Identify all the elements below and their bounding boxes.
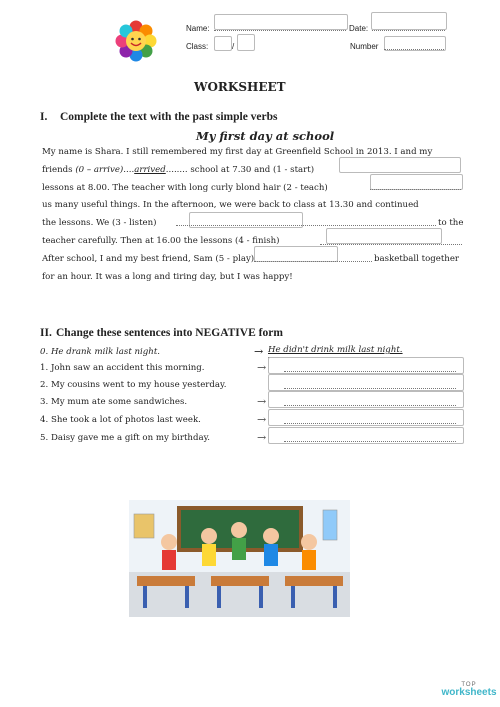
story-text: friends: [42, 165, 73, 175]
brand-name: worksheets: [441, 687, 497, 698]
story-line-7: [42, 251, 254, 267]
item-number: 3.: [40, 397, 49, 407]
date-label: Date:: [349, 24, 369, 33]
brand-top: TOP: [461, 682, 477, 688]
section2-heading: Change these sentences into NEGATIVE form: [56, 327, 283, 339]
blank-dots: ....: [123, 165, 135, 175]
answer-line: [284, 362, 456, 372]
story-text: After school, I and my best friend, Sam (5 - play): [42, 254, 255, 264]
story-text-to-the: to the: [438, 218, 464, 228]
item-text: My mum ate some sandwiches.: [50, 397, 188, 407]
example-negative-answer: He didn't drink milk last night.: [268, 345, 403, 355]
arrow-icon: →: [257, 431, 267, 444]
arrow-icon: →: [257, 395, 267, 408]
blank-4-line: [320, 235, 462, 245]
name-label: Name:: [186, 24, 210, 33]
item-text: Daisy gave me a gift on my birthday.: [50, 433, 211, 443]
example-sentence: [40, 347, 160, 357]
item-text: She took a lot of photos last week.: [50, 415, 201, 425]
answer-line: [284, 414, 456, 424]
arrow-icon: →: [257, 413, 267, 426]
story-line-1: My name is Shara. I still remembered my first day at Greenfield School in 2013. I and my: [42, 147, 433, 157]
example-answer: arrived: [134, 165, 166, 175]
story-text: the lessons. We (3 - listen): [42, 218, 157, 228]
story-line-8: for an hour. It was a long and tiring day, but I was happy!: [42, 272, 293, 282]
negative-item-1: [40, 363, 205, 373]
number-label: Number: [350, 42, 379, 51]
class-label: Class:: [186, 42, 209, 51]
class-field-2[interactable]: [237, 34, 255, 51]
blank-5-line: [254, 252, 372, 262]
section2-number: II.: [40, 327, 52, 339]
item-text: He drank milk last night.: [50, 347, 161, 357]
item-text: My cousins went to my house yesterday.: [50, 380, 227, 390]
classroom-illustration: [129, 500, 350, 617]
arrow-icon: →: [257, 361, 267, 374]
item-number: 0.: [40, 347, 49, 357]
brand-logo: [440, 682, 498, 698]
class-separator: /: [232, 42, 235, 51]
item-number: 2.: [40, 380, 49, 390]
story-title: My first day at school: [196, 129, 335, 143]
answer-line: [284, 432, 456, 442]
blank-2-line: [370, 180, 461, 190]
story-line-4: us many useful things. In the afternoon, we were back to class at 13.30 and continued: [42, 200, 419, 210]
story-verb-hint: (0 – arrive): [75, 165, 124, 175]
story-text: lessons at 8.00. The teacher with long curly blond hair (2 - teach): [42, 183, 328, 193]
item-number: 5.: [40, 433, 49, 443]
name-line: [214, 21, 346, 31]
blank-3-line: [176, 216, 436, 226]
answer-line: [284, 396, 456, 406]
arrow-icon: →: [254, 345, 264, 358]
blank-1-input[interactable]: [339, 157, 461, 173]
negative-item-3: [40, 397, 187, 407]
item-text: John saw an accident this morning.: [50, 363, 205, 373]
story-text-basketball: basketball together: [374, 254, 460, 264]
story-line-2: [42, 162, 314, 178]
negative-item-4: [40, 415, 201, 425]
flower-logo: [115, 20, 157, 62]
negative-item-5: [40, 433, 210, 443]
blank-dots: ........: [165, 165, 188, 175]
story-text: teacher carefully. Then at 16.00 the lessons (4 - finish): [42, 236, 280, 246]
story-line-6: [42, 233, 280, 249]
date-line: [372, 21, 445, 31]
answer-line: [284, 379, 456, 389]
story-line-3: [42, 180, 328, 196]
negative-item-2: [40, 380, 226, 390]
story-line-5: [42, 215, 157, 231]
story-text: school at 7.30 and (1 - start): [190, 165, 315, 175]
number-line: [384, 40, 444, 50]
worksheet-title: WORKSHEET: [194, 80, 286, 94]
item-number: 4.: [40, 415, 49, 425]
item-number: 1.: [40, 363, 49, 373]
class-field-1[interactable]: [214, 36, 235, 51]
section1-heading: Complete the text with the past simple verbs: [60, 111, 278, 123]
section1-number: I.: [40, 111, 48, 123]
